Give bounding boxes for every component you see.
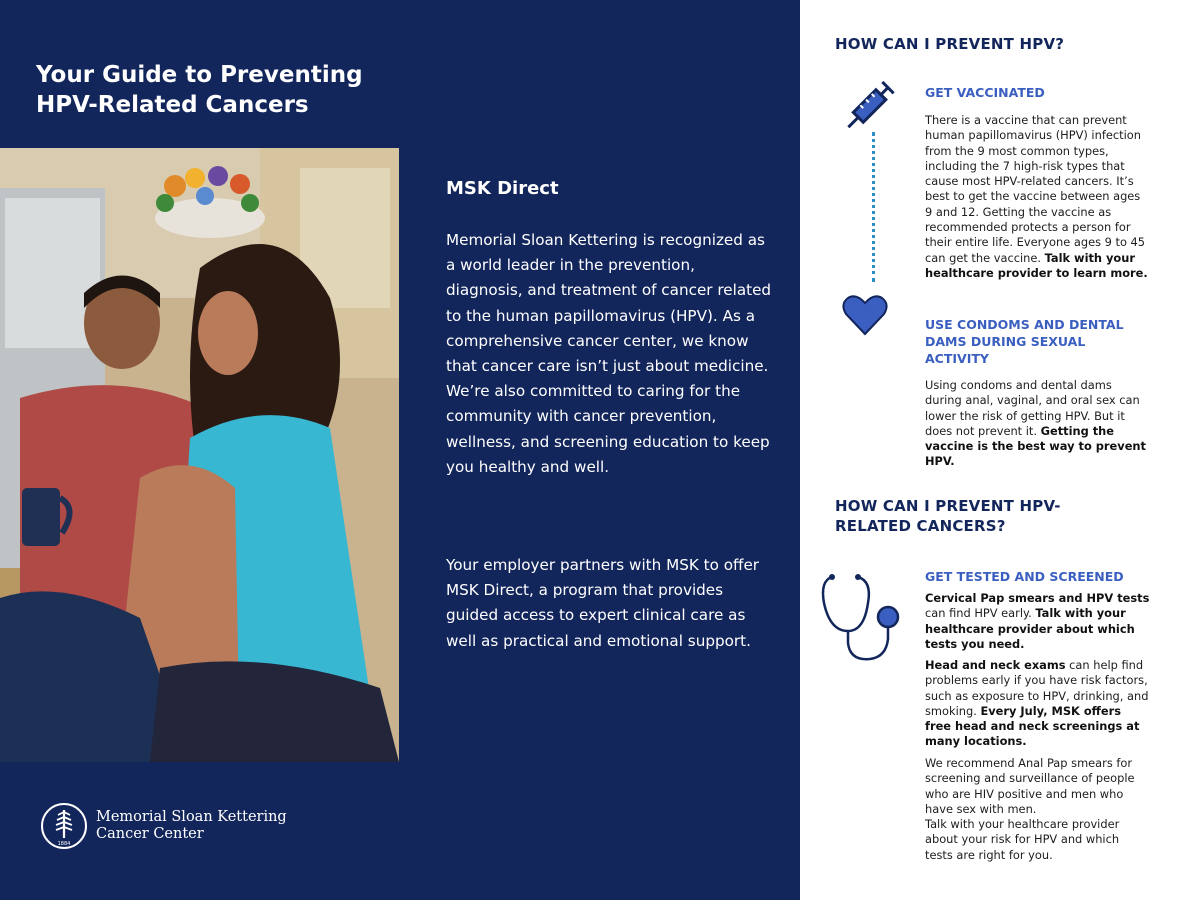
get-vaccinated-heading: GET VACCINATED: [925, 85, 1045, 100]
stethoscope-icon: [818, 573, 914, 665]
tested-paragraph-3: [925, 756, 1150, 863]
logo-line-1: Memorial Sloan Kettering: [96, 809, 287, 825]
msk-direct-paragraph-2: Your employer partners with MSK to offer MSK Direct, a program that provides guided access to expert clinical care as well as practical and emotional support.: [446, 556, 760, 650]
section-prevent-cancers-heading: HOW CAN I PREVENT HPV-RELATED CANCERS?: [835, 497, 1061, 535]
tested-p2-bold-2: Every July, MSK offers free head and neck screenings at many locations.: [925, 703, 1140, 749]
tested-paragraph-2: [925, 658, 1150, 750]
tested-p2-bold-1: Head and neck exams: [925, 658, 1066, 672]
tested-p1-bold-2: Talk with your healthcare provider about which tests you need.: [925, 606, 1135, 651]
get-vaccinated-text: [925, 113, 1150, 281]
msk-direct-paragraph-1: Memorial Sloan Kettering is recognized as a world leader in the prevention, diagnosis, and treatment of cancer related to the human papillomavirus (HPV). As a comprehensive cancer center, we know that cancer care isn’t just about medicine. We’re also committed to caring for the community with cancer prevention, wellness, and screening education to keep you healthy and well.: [446, 231, 772, 476]
condoms-bold: Getting the vaccine is the best way to prevent HPV.: [925, 423, 1146, 469]
section-prevent-hpv-heading: HOW CAN I PREVENT HPV?: [835, 35, 1065, 53]
msk-logo: [40, 802, 287, 850]
logo-year: 1884: [57, 841, 71, 847]
tested-paragraph-1: [925, 591, 1150, 652]
syringe-icon: [834, 70, 908, 142]
tested-p2-text: can help find problems early if you have risk factors, such as exposure to HPV, drinking, and smoking.: [925, 658, 1149, 718]
vaccinated-bold: Talk with your healthcare provider to learn more.: [925, 250, 1148, 280]
tested-p3-text-1: We recommend Anal Pap smears for screening and surveillance of people who are HIV positive and men who have sex with men.: [925, 756, 1135, 816]
vaccinated-body: There is a vaccine that can prevent human papillomavirus (HPV) infection from the 9 most common types, including the 7 high-risk types that cause most HPV-related cancers. It’s best to get the vaccine between ages 9 and 12. Getting the vaccine as recommended protects a person for their entire life. Everyone ages 9 to 45 can get the vaccine.: [925, 113, 1146, 265]
use-condoms-text: [925, 378, 1150, 470]
use-condoms-heading: USE CONDOMS AND DENTAL DAMS DURING SEXUAL ACTIVITY: [925, 317, 1124, 366]
get-tested-heading: GET TESTED AND SCREENED: [925, 569, 1124, 584]
logo-text: [96, 809, 287, 843]
dotted-connector: [872, 132, 875, 282]
tested-p3-text-2: Talk with your healthcare provider about your risk for HPV and which tests are right for you.: [925, 817, 1120, 862]
msk-direct-heading: MSK Direct: [446, 178, 559, 199]
msk-tree-logo-icon: [40, 802, 88, 850]
page-title: Your Guide to Preventing HPV-Related Cancers: [36, 62, 363, 118]
condoms-body: Using condoms and dental dams during anal, vaginal, and oral sex can lower the risk of getting HPV. But it does not prevent it.: [925, 378, 1140, 438]
tested-p1-bold-1: Cervical Pap smears and HPV tests: [925, 591, 1150, 605]
heart-icon: [842, 294, 888, 336]
photo-couple-kitchen: [0, 148, 399, 762]
logo-line-2: Cancer Center: [96, 826, 204, 842]
right-panel: [800, 0, 1200, 900]
tested-p1-text: can find HPV early.: [925, 606, 1032, 621]
